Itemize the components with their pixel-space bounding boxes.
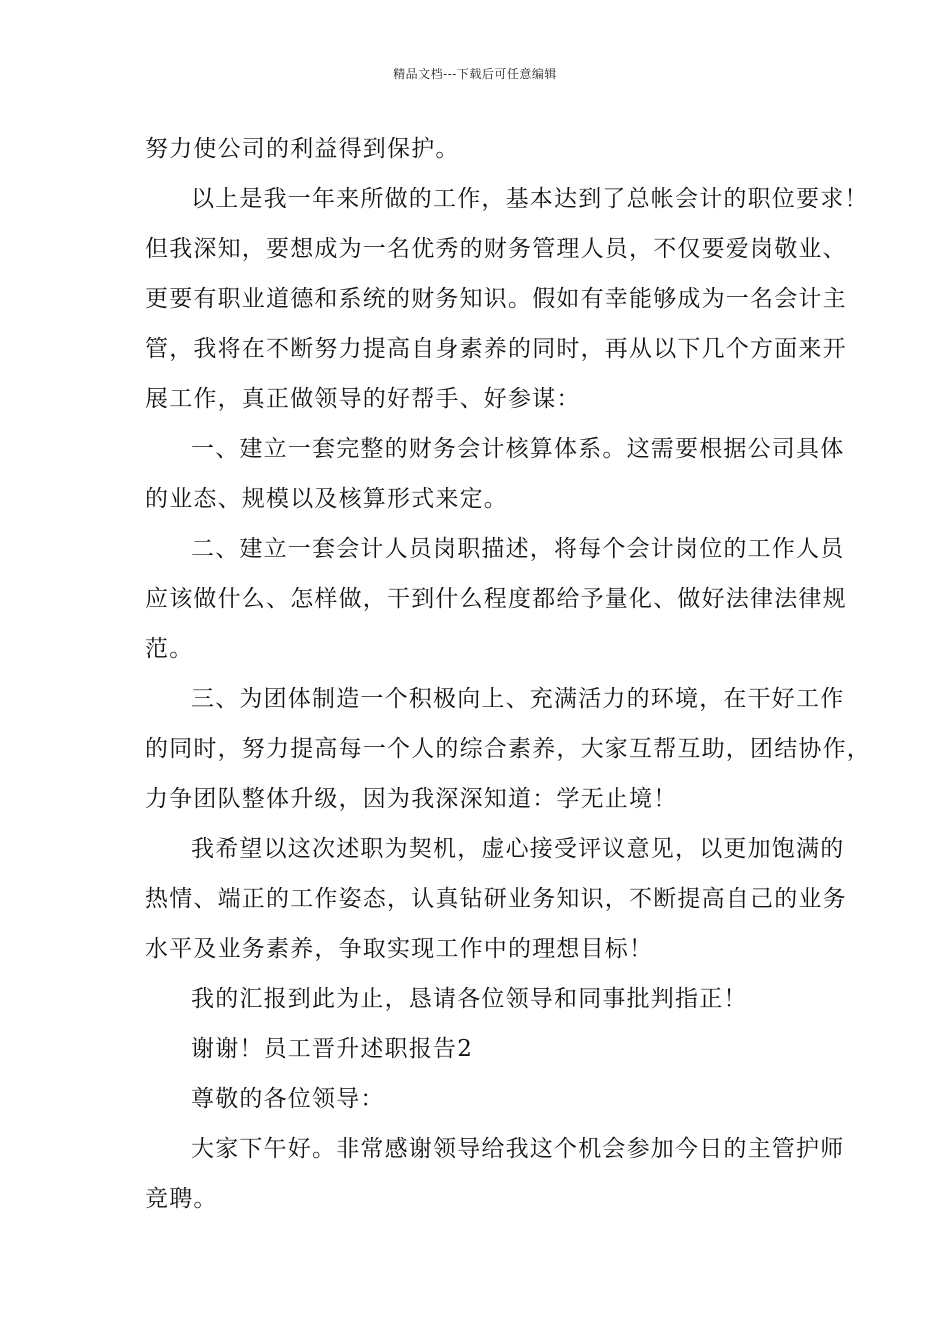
paragraph-line: 尊敬的各位领导： xyxy=(191,1086,385,1112)
paragraph-line: 我希望以这次述职为契机，虚心接受评议意见，以更加饱满的 xyxy=(191,836,845,862)
paragraph-line: 三、为团体制造一个积极向上、充满活力的环境，在干好工作 xyxy=(191,686,845,712)
paragraph-line: 大家下午好。非常感谢领导给我这个机会参加今日的主管护师 xyxy=(191,1136,845,1162)
paragraph-line: 管，我将在不断努力提高自身素养的同时，再从以下几个方面来开 xyxy=(145,336,847,362)
page-header: 精品文档---下载后可任意编辑 xyxy=(393,67,557,81)
paragraph-line: 力争团队整体升级，因为我深深知道：学无止境！ xyxy=(145,786,678,812)
paragraph-line: 但我深知，要想成为一名优秀的财务管理人员，不仅要爱岗敬业、 xyxy=(145,236,847,262)
paragraph-line: 的业态、规模以及核算形式来定。 xyxy=(145,486,508,512)
paragraph-line: 谢谢！员工晋升述职报告2 xyxy=(191,1036,474,1062)
paragraph-line: 水平及业务素养，争取实现工作中的理想目标！ xyxy=(145,936,654,962)
paragraph-line: 展工作，真正做领导的好帮手、好参谋： xyxy=(145,386,581,412)
paragraph-line: 竞聘。 xyxy=(145,1186,218,1212)
paragraph-line: 更要有职业道德和系统的财务知识。假如有幸能够成为一名会计主 xyxy=(145,286,847,312)
paragraph-line: 一、建立一套完整的财务会计核算体系。这需要根据公司具体 xyxy=(191,436,845,462)
paragraph-line: 努力使公司的利益得到保护。 xyxy=(145,136,460,162)
paragraph-line: 以上是我一年来所做的工作，基本达到了总帐会计的职位要求！ xyxy=(191,186,869,212)
paragraph-line: 范。 xyxy=(145,636,194,662)
paragraph-line: 二、建立一套会计人员岗职描述，将每个会计岗位的工作人员 xyxy=(191,536,845,562)
paragraph-line: 热情、端正的工作姿态，认真钻研业务知识，不断提高自己的业务 xyxy=(145,886,847,912)
paragraph-line: 我的汇报到此为止，恳请各位领导和同事批判指正！ xyxy=(191,986,748,1012)
paragraph-line: 应该做什么、怎样做，干到什么程度都给予量化、做好法律法律规 xyxy=(145,586,847,612)
paragraph-line: 的同时，努力提高每一个人的综合素养，大家互帮互助，团结协作， xyxy=(145,736,871,762)
